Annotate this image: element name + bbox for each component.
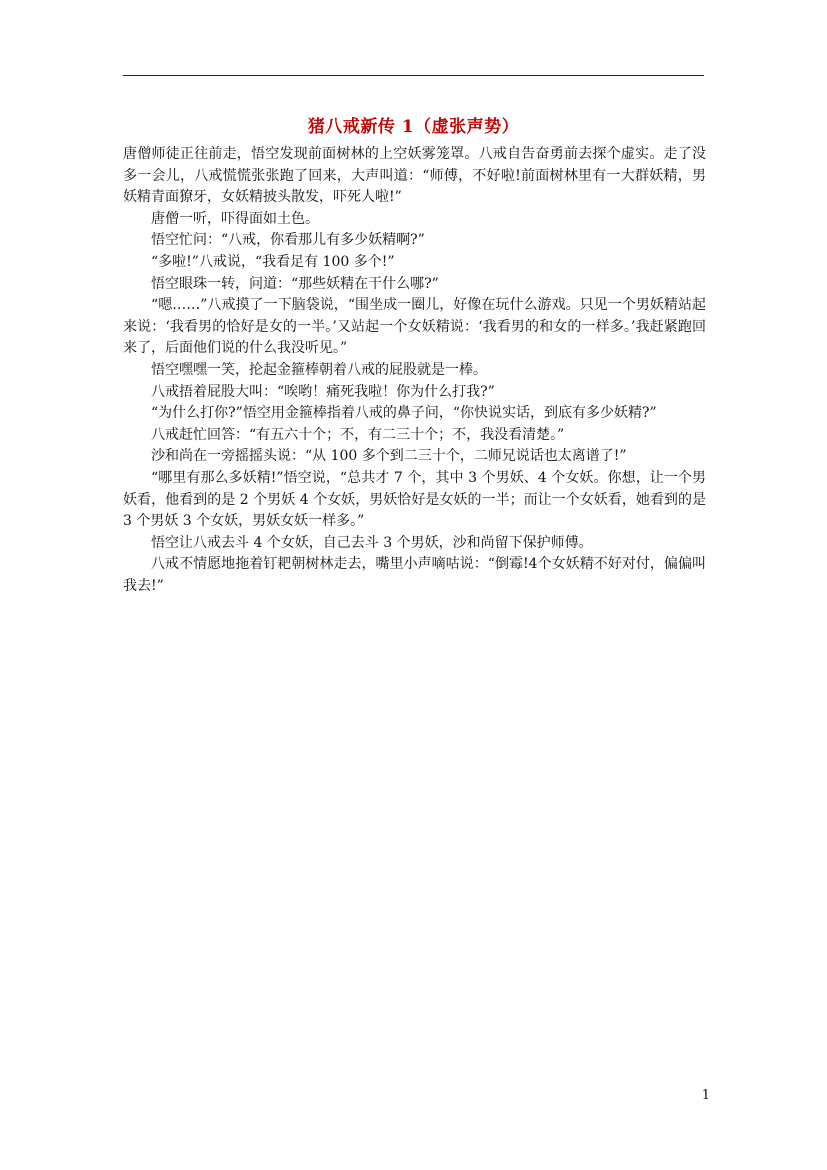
paragraph-1: 唐僧师徒正往前走，悟空发现前面树林的上空妖雾笼罩。八戒自告奋勇前去探个虚实。走了没多一会儿，八戒慌慌张张跑了回来，大声叫道：“师傅，不好啦!前面树林里有一大群妖精，男妖精青面獠牙，女妖精披头散发，吓死人啦!”	[123, 146, 706, 206]
paragraph-10: 八戒赶忙回答：“有五六十个；不，有二三十个；不，我没看清楚。”	[151, 426, 565, 443]
paragraph-14: 八戒不情愿地拖着钉耙朝树林走去，嘴里小声嘀咕说：“倒霉!4个女妖精不好对付，偏偏叫我去!”	[123, 556, 706, 594]
paragraph-8: 八戒捂着屁股大叫：“唉哟！痛死我啦！你为什么打我?”	[151, 383, 495, 400]
document-title: 猪八戒新传 1（虚张声势）	[307, 117, 520, 137]
document-body	[123, 144, 706, 597]
paragraph-13: 悟空让八戒去斗 4 个女妖，自己去斗 3 个男妖，沙和尚留下保护师傅。	[151, 534, 593, 551]
paragraph-9: “为什么打你?”悟空用金箍棒指着八戒的鼻子问，“你快说实话，到底有多少妖精?”	[151, 405, 657, 422]
paragraph-6: “嗯……”八戒摸了一下脑袋说，“围坐成一圈儿，好像在玩什么游戏。只见一个男妖精站起来说：‘我看男的恰好是女的一半。’又站起一个女妖精说：‘我看男的和女的一样多。’我赶紧跑回来了，后面他们说的什么我没听见。”	[123, 297, 706, 357]
paragraph-5: 悟空眼珠一转，问道：“那些妖精在干什么哪?”	[151, 275, 439, 292]
paragraph-4: “多啦!”八戒说，“我看足有 100 多个!”	[151, 253, 395, 270]
paragraph-11: 沙和尚在一旁摇摇头说：“从 100 多个到二三十个，二师兄说话也太离谱了!”	[151, 448, 627, 465]
paragraph-2: 唐僧一听，吓得面如土色。	[151, 210, 319, 227]
paragraph-12: “哪里有那么多妖精!”悟空说，“总共才 7 个，其中 3 个男妖、4 个女妖。你想，让一个男妖看，他看到的是 2 个男妖 4 个女妖，男妖恰好是女妖的一半；而让一个女妖看，她看到的是 3 个男妖 3 个女妖，男妖女妖一样多。”	[123, 469, 706, 530]
paragraph-3: 悟空忙问：“八戒，你看那儿有多少妖精啊?”	[151, 232, 425, 249]
header-rule	[123, 75, 704, 76]
paragraph-7: 悟空嘿嘿一笑，抡起金箍棒朝着八戒的屁股就是一棒。	[151, 361, 487, 378]
page-number: 1	[701, 1088, 710, 1103]
